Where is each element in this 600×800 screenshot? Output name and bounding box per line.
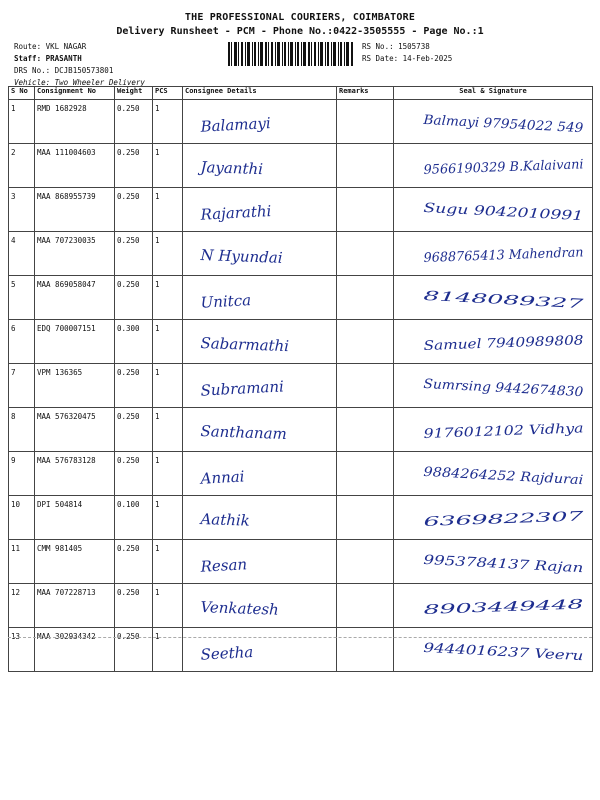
table-row: [9, 584, 593, 628]
cell-remarks: [337, 364, 394, 408]
col-pcs: PCS: [153, 87, 183, 100]
table-row: [9, 100, 593, 144]
cell-weight: 0.300: [115, 320, 153, 364]
signature-handwriting: 9884264252 Rajdurai: [423, 464, 568, 488]
cell-sno: 4: [9, 232, 35, 276]
cell-sno: 9: [9, 452, 35, 496]
cell-signature: [394, 452, 593, 496]
cell-consignee: [183, 496, 337, 540]
cell-signature: [394, 628, 593, 672]
cell-remarks: [337, 232, 394, 276]
cell-sno: 3: [9, 188, 35, 232]
cell-pcs: 1: [153, 100, 183, 144]
cell-sno: 5: [9, 276, 35, 320]
rs-date-label: RS Date:: [362, 54, 399, 63]
drs-label: DRS No.:: [14, 66, 51, 75]
cell-consignment: MAA 707230035: [35, 232, 115, 276]
cell-weight: 0.100: [115, 496, 153, 540]
cell-pcs: 1: [153, 232, 183, 276]
bottom-divider: [8, 637, 592, 638]
cell-pcs: 1: [153, 144, 183, 188]
table-row: [9, 452, 593, 496]
signature-handwriting: Sugu 9042010991: [423, 200, 545, 223]
cell-weight: 0.250: [115, 408, 153, 452]
cell-weight: 0.250: [115, 276, 153, 320]
cell-consignment: MAA 576783128: [35, 452, 115, 496]
route-label: Route:: [14, 42, 42, 51]
route-value: VKL NAGAR: [45, 42, 87, 51]
staff-label: Staff:: [14, 54, 42, 63]
cell-signature: [394, 232, 593, 276]
cell-consignment: DPI 504814: [35, 496, 115, 540]
cell-weight: 0.250: [115, 364, 153, 408]
consignee-handwriting: Unitca: [200, 291, 252, 312]
cell-consignee: [183, 408, 337, 452]
drs-value: DCJB150573801: [54, 66, 114, 75]
signature-handwriting: 8148089327: [423, 288, 507, 309]
cell-weight: 0.250: [115, 628, 153, 672]
cell-signature: [394, 540, 593, 584]
cell-sno: 7: [9, 364, 35, 408]
consignee-handwriting: Sabarmathi: [200, 334, 290, 356]
table-row: [9, 408, 593, 452]
cell-pcs: 1: [153, 628, 183, 672]
cell-consignment: RMD 1682928: [35, 100, 115, 144]
cell-sno: 13: [9, 628, 35, 672]
consignee-handwriting: Aathik: [200, 510, 251, 530]
cell-sno: 8: [9, 408, 35, 452]
cell-consignee: [183, 188, 337, 232]
signature-handwriting: 9953784137 Rajan: [423, 552, 549, 575]
table-row: [9, 496, 593, 540]
table-row: [9, 144, 593, 188]
cell-consignee: [183, 320, 337, 364]
cell-remarks: [337, 628, 394, 672]
cell-consignment: MAA 576320475: [35, 408, 115, 452]
cell-signature: [394, 320, 593, 364]
cell-signature: [394, 408, 593, 452]
cell-signature: [394, 144, 593, 188]
signature-handwriting: 9444016237 Veeru: [423, 640, 549, 663]
signature-handwriting: Sumrsing 9442674830: [423, 376, 574, 400]
cell-pcs: 1: [153, 584, 183, 628]
cell-remarks: [337, 496, 394, 540]
cell-weight: 0.250: [115, 540, 153, 584]
consignee-handwriting: Balamayi: [200, 114, 272, 136]
consignee-handwriting: Venkatesh: [200, 598, 280, 619]
cell-consignee: [183, 628, 337, 672]
cell-remarks: [337, 144, 394, 188]
vehicle-value: Two Wheeler Delivery: [54, 78, 145, 87]
header-left-block: [14, 41, 145, 89]
header-right-block: [362, 41, 452, 65]
signature-handwriting: Samuel 7940989808: [423, 334, 560, 354]
cell-weight: 0.250: [115, 584, 153, 628]
consignee-handwriting: Jayanthi: [200, 158, 264, 179]
cell-sno: 12: [9, 584, 35, 628]
cell-pcs: 1: [153, 540, 183, 584]
vehicle-label: Vehicle:: [14, 78, 51, 87]
table-row: [9, 276, 593, 320]
runsheet-table: [8, 86, 593, 672]
cell-weight: 0.250: [115, 452, 153, 496]
cell-sno: 11: [9, 540, 35, 584]
rs-no-value: 1505738: [398, 42, 430, 51]
col-signature: Seal & Signature: [394, 87, 593, 100]
company-title: THE PROFESSIONAL COURIERS, COIMBATORE: [184, 12, 416, 23]
cell-remarks: [337, 100, 394, 144]
cell-consignee: [183, 452, 337, 496]
cell-pcs: 1: [153, 320, 183, 364]
cell-consignment: EDQ 700007151: [35, 320, 115, 364]
table-row: [9, 320, 593, 364]
cell-consignment: VPM 136365: [35, 364, 115, 408]
table-row: [9, 232, 593, 276]
consignee-handwriting: Subramani: [200, 377, 285, 400]
cell-remarks: [337, 540, 394, 584]
staff-value: PRASANTH: [45, 54, 82, 63]
cell-remarks: [337, 276, 394, 320]
cell-remarks: [337, 452, 394, 496]
signature-handwriting: 6369822307: [423, 512, 507, 530]
consignee-handwriting: N Hyundai: [200, 246, 283, 267]
cell-sno: 1: [9, 100, 35, 144]
cell-signature: [394, 188, 593, 232]
table-row: [9, 540, 593, 584]
cell-pcs: 1: [153, 276, 183, 320]
cell-signature: [394, 584, 593, 628]
cell-sno: 2: [9, 144, 35, 188]
cell-weight: 0.250: [115, 188, 153, 232]
col-sno: S No: [9, 87, 35, 100]
cell-signature: [394, 364, 593, 408]
cell-consignee: [183, 540, 337, 584]
cell-weight: 0.250: [115, 100, 153, 144]
table-row: [9, 364, 593, 408]
cell-sno: 10: [9, 496, 35, 540]
barcode-image: [228, 42, 354, 66]
signature-handwriting: 8903449448: [423, 600, 507, 618]
cell-consignee: [183, 364, 337, 408]
cell-weight: 0.250: [115, 144, 153, 188]
cell-remarks: [337, 584, 394, 628]
cell-consignment: MAA 111004603: [35, 144, 115, 188]
signature-handwriting: Balmayi 97954022 549: [423, 112, 576, 136]
cell-pcs: 1: [153, 408, 183, 452]
cell-remarks: [337, 408, 394, 452]
cell-signature: [394, 100, 593, 144]
cell-signature: [394, 496, 593, 540]
consignee-handwriting: Resan: [200, 555, 248, 576]
cell-consignment: MAA 868955739: [35, 188, 115, 232]
cell-sno: 6: [9, 320, 35, 364]
cell-consignment: CMM 981405: [35, 540, 115, 584]
cell-consignment: MAA 302934342: [35, 628, 115, 672]
table-row: [9, 188, 593, 232]
cell-consignee: [183, 232, 337, 276]
cell-pcs: 1: [153, 452, 183, 496]
cell-consignee: [183, 100, 337, 144]
cell-remarks: [337, 320, 394, 364]
signature-handwriting: 9176012102 Vidhya: [423, 422, 556, 442]
cell-weight: 0.250: [115, 232, 153, 276]
table-row: [9, 628, 593, 672]
col-consignment: Consignment No: [35, 87, 115, 100]
consignee-handwriting: Rajarathi: [200, 202, 272, 224]
rs-no-label: RS No.:: [362, 42, 394, 51]
cell-consignee: [183, 276, 337, 320]
cell-pcs: 1: [153, 364, 183, 408]
cell-signature: [394, 276, 593, 320]
cell-consignee: [183, 144, 337, 188]
runsheet-title: Delivery Runsheet - PCM - Phone No.:0422-3505555 - Page No.:1: [116, 26, 484, 37]
signature-handwriting: 9566190329 B.Kalaivani: [423, 157, 586, 178]
cell-consignment: MAA 869058047: [35, 276, 115, 320]
table-header-row: [9, 87, 593, 100]
cell-consignee: [183, 584, 337, 628]
cell-consignment: MAA 707228713: [35, 584, 115, 628]
consignee-handwriting: Seetha: [200, 642, 254, 664]
cell-remarks: [337, 188, 394, 232]
col-remarks: Remarks: [337, 87, 394, 100]
rs-date-value: 14-Feb-2025: [402, 54, 453, 63]
consignee-handwriting: Annai: [200, 467, 245, 488]
col-weight: Weight: [115, 87, 153, 100]
col-consignee: Consignee Details: [183, 87, 337, 100]
cell-pcs: 1: [153, 496, 183, 540]
consignee-handwriting: Santhanam: [200, 422, 288, 444]
cell-pcs: 1: [153, 188, 183, 232]
signature-handwriting: 9688765413 Mahendran: [423, 245, 587, 266]
